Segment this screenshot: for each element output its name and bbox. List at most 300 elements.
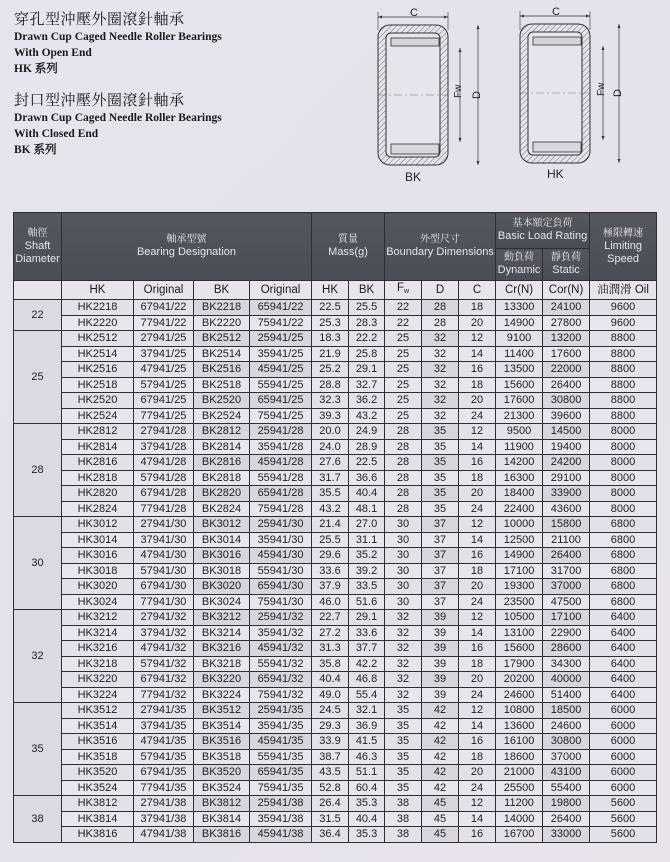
- subheader-hk: HK: [62, 281, 134, 300]
- table-row: [14, 563, 657, 579]
- mass-hk-cell: 29.6: [312, 548, 349, 564]
- mass-hk-cell: 22.5: [312, 300, 349, 316]
- header-load-cn: 基本額定負荷: [512, 218, 573, 230]
- hk-diagram: [520, 6, 624, 181]
- fw-cell: 28: [385, 470, 422, 486]
- table-row: [14, 346, 657, 362]
- hk-original-cell: 47941/38: [134, 827, 194, 843]
- d-cell: 32: [422, 408, 459, 424]
- hk-designation-cell: HK3024: [62, 594, 134, 610]
- fw-cell: 38: [385, 796, 422, 812]
- oil-speed-cell: 6800: [590, 594, 657, 610]
- mass-hk-cell: 40.4: [312, 672, 349, 688]
- mass-bk-cell: 55.4: [349, 687, 385, 703]
- hk-designation-cell: HK3020: [62, 579, 134, 595]
- cor-cell: 43100: [543, 765, 590, 781]
- bk-designation-cell: BK2218: [194, 300, 250, 316]
- mass-hk-cell: 25.3: [312, 315, 349, 331]
- hk-designation-cell: HK2820: [62, 486, 134, 502]
- table-row: [14, 625, 657, 641]
- c-cell: 24: [459, 408, 496, 424]
- hk-original-cell: 77941/35: [134, 780, 194, 796]
- c-cell: 20: [459, 393, 496, 409]
- oil-speed-cell: 6000: [590, 765, 657, 781]
- d-cell: 35: [422, 486, 459, 502]
- closed-end-series: BK 系列: [14, 144, 57, 156]
- mass-hk-cell: 18.3: [312, 331, 349, 347]
- fw-cell: 25: [385, 377, 422, 393]
- oil-speed-cell: 6000: [590, 703, 657, 719]
- c-cell: 14: [459, 625, 496, 641]
- oil-speed-cell: 5600: [590, 796, 657, 812]
- bk-original-cell: 75941/32: [250, 687, 312, 703]
- header-dynamic-en: Dynamic: [497, 264, 541, 277]
- subheader-fw: [385, 281, 422, 300]
- fw-cell: 32: [385, 625, 422, 641]
- header-shaft-cn: 軸徑: [27, 228, 48, 239]
- bk-designation-cell: BK3514: [194, 718, 250, 734]
- oil-speed-cell: 8800: [590, 362, 657, 378]
- mass-hk-cell: 28.8: [312, 377, 349, 393]
- cr-cell: 22400: [496, 501, 543, 517]
- fw-cell: 28: [385, 501, 422, 517]
- header-boundary-cn: 外型尺寸: [420, 234, 461, 246]
- table-row: [14, 517, 657, 533]
- hk-original-cell: 27941/35: [134, 703, 194, 719]
- oil-speed-cell: 6000: [590, 780, 657, 796]
- mass-bk-cell: 35.2: [349, 548, 385, 564]
- bk-designation-cell: BK2514: [194, 346, 250, 362]
- table-row: [14, 532, 657, 548]
- bk-designation-cell: BK2812: [194, 424, 250, 440]
- bk-designation-cell: BK3214: [194, 625, 250, 641]
- oil-speed-cell: 8800: [590, 377, 657, 393]
- cr-cell: 15600: [496, 641, 543, 657]
- c-cell: 16: [459, 827, 496, 843]
- mass-bk-cell: 29.1: [349, 362, 385, 378]
- table-row: [14, 749, 657, 765]
- hk-designation-cell: HK2824: [62, 501, 134, 517]
- hk-original-cell: 77941/32: [134, 687, 194, 703]
- bk-original-cell: 75941/30: [250, 594, 312, 610]
- hk-designation-cell: HK3512: [62, 703, 134, 719]
- bk-designation-cell: BK2520: [194, 393, 250, 409]
- oil-speed-cell: 6800: [590, 517, 657, 533]
- hk-dim-d: D: [612, 89, 624, 97]
- subheader-cor: Cor(N): [543, 281, 590, 300]
- hk-original-cell: 37941/28: [134, 439, 194, 455]
- bk-label: BK: [405, 170, 422, 184]
- mass-hk-cell: 31.7: [312, 470, 349, 486]
- c-cell: 14: [459, 532, 496, 548]
- cor-cell: 37000: [543, 749, 590, 765]
- cor-cell: 39600: [543, 408, 590, 424]
- subheader-mass-hk: HK: [312, 281, 349, 300]
- cr-cell: 17900: [496, 656, 543, 672]
- d-cell: 28: [422, 300, 459, 316]
- hk-original-cell: 67941/30: [134, 579, 194, 595]
- mass-hk-cell: 25.5: [312, 532, 349, 548]
- d-cell: 42: [422, 734, 459, 750]
- cor-cell: 24200: [543, 455, 590, 471]
- bk-original-cell: 35941/35: [250, 718, 312, 734]
- bk-original-cell: 75941/28: [250, 501, 312, 517]
- mass-bk-cell: 40.4: [349, 811, 385, 827]
- subheader-hk-original: Original: [134, 281, 194, 300]
- table-row: [14, 548, 657, 564]
- hk-designation-cell: HK2518: [62, 377, 134, 393]
- header-designation-cn: 軸承型號: [166, 234, 207, 246]
- fw-cell: 22: [385, 315, 422, 331]
- bk-original-cell: 25941/25: [250, 331, 312, 347]
- cor-cell: 30800: [543, 734, 590, 750]
- fw-cell: 32: [385, 687, 422, 703]
- hk-designation-cell: HK3216: [62, 641, 134, 657]
- hk-designation-cell: HK3814: [62, 811, 134, 827]
- mass-bk-cell: 28.3: [349, 315, 385, 331]
- hk-designation-cell: HK2516: [62, 362, 134, 378]
- fw-cell: 28: [385, 486, 422, 502]
- c-cell: 24: [459, 780, 496, 796]
- oil-speed-cell: 6000: [590, 734, 657, 750]
- shaft-diameter-cell: 25: [14, 331, 62, 424]
- hk-label: HK: [547, 167, 564, 181]
- cr-cell: 9100: [496, 331, 543, 347]
- bk-designation-cell: BK3012: [194, 517, 250, 533]
- cor-cell: 19800: [543, 796, 590, 812]
- c-cell: 12: [459, 517, 496, 533]
- subheader-cr: Cr(N): [496, 281, 543, 300]
- cor-cell: 29100: [543, 470, 590, 486]
- mass-bk-cell: 60.4: [349, 780, 385, 796]
- cor-cell: 27800: [543, 315, 590, 331]
- mass-hk-cell: 49.0: [312, 687, 349, 703]
- cr-cell: 13600: [496, 718, 543, 734]
- oil-speed-cell: 8000: [590, 486, 657, 502]
- hk-original-cell: 77941/28: [134, 501, 194, 517]
- header-shaft-en-1: Shaft: [24, 240, 51, 252]
- bearing-diagrams: [360, 0, 670, 200]
- c-cell: 18: [459, 300, 496, 316]
- mass-bk-cell: 39.2: [349, 563, 385, 579]
- oil-speed-cell: 6400: [590, 610, 657, 626]
- bearing-spec-table-wrap: [13, 212, 656, 843]
- d-cell: 42: [422, 749, 459, 765]
- header-mass: [312, 213, 385, 281]
- bk-original-cell: 45941/38: [250, 827, 312, 843]
- mass-hk-cell: 29.3: [312, 718, 349, 734]
- open-end-title-en: Drawn Cup Caged Needle Roller Bearings: [14, 31, 222, 43]
- hk-original-cell: 67941/22: [134, 300, 194, 316]
- header-speed-en-1: Limiting: [604, 240, 642, 252]
- subheader-c: C: [459, 281, 496, 300]
- cr-cell: 18400: [496, 486, 543, 502]
- c-cell: 18: [459, 377, 496, 393]
- fw-cell: 32: [385, 656, 422, 672]
- cr-cell: 18600: [496, 749, 543, 765]
- fw-cell: 35: [385, 734, 422, 750]
- c-cell: 12: [459, 610, 496, 626]
- shaft-diameter-cell: 38: [14, 796, 62, 843]
- table-body: [14, 300, 657, 843]
- fw-cell: 35: [385, 765, 422, 781]
- cr-cell: 14200: [496, 455, 543, 471]
- cr-cell: 20200: [496, 672, 543, 688]
- cr-cell: 14900: [496, 315, 543, 331]
- c-cell: 12: [459, 424, 496, 440]
- d-cell: 37: [422, 532, 459, 548]
- bk-original-cell: 55941/35: [250, 749, 312, 765]
- d-cell: 32: [422, 331, 459, 347]
- cr-cell: 11400: [496, 346, 543, 362]
- c-cell: 16: [459, 734, 496, 750]
- table-row: [14, 780, 657, 796]
- mass-bk-cell: 36.9: [349, 718, 385, 734]
- d-cell: 42: [422, 703, 459, 719]
- mass-hk-cell: 38.7: [312, 749, 349, 765]
- mass-bk-cell: 31.1: [349, 532, 385, 548]
- bk-original-cell: 45941/32: [250, 641, 312, 657]
- mass-bk-cell: 32.1: [349, 703, 385, 719]
- cor-cell: 19400: [543, 439, 590, 455]
- mass-hk-cell: 33.6: [312, 563, 349, 579]
- mass-hk-cell: 43.5: [312, 765, 349, 781]
- bk-designation-cell: BK2814: [194, 439, 250, 455]
- cr-cell: 14900: [496, 548, 543, 564]
- mass-bk-cell: 42.2: [349, 656, 385, 672]
- mass-hk-cell: 33.9: [312, 734, 349, 750]
- shaft-diameter-cell: 28: [14, 424, 62, 517]
- hk-designation-cell: HK2818: [62, 470, 134, 486]
- hk-original-cell: 57941/28: [134, 470, 194, 486]
- subheader-oil: 油潤滑 Oil: [590, 281, 657, 300]
- oil-speed-cell: 8800: [590, 331, 657, 347]
- bk-original-cell: 45941/25: [250, 362, 312, 378]
- d-cell: 37: [422, 517, 459, 533]
- mass-bk-cell: 41.5: [349, 734, 385, 750]
- hk-designation-cell: HK2814: [62, 439, 134, 455]
- hk-designation-cell: HK3220: [62, 672, 134, 688]
- table-row: [14, 765, 657, 781]
- cor-cell: 51400: [543, 687, 590, 703]
- fw-cell: 32: [385, 641, 422, 657]
- open-end-title-block: [14, 10, 334, 77]
- cr-cell: 14000: [496, 811, 543, 827]
- bk-original-cell: 75941/25: [250, 408, 312, 424]
- mass-hk-cell: 36.4: [312, 827, 349, 843]
- cor-cell: 28600: [543, 641, 590, 657]
- c-cell: 20: [459, 579, 496, 595]
- fw-cell: 25: [385, 346, 422, 362]
- bk-designation-cell: BK3814: [194, 811, 250, 827]
- hk-original-cell: 27941/38: [134, 796, 194, 812]
- oil-speed-cell: 6400: [590, 672, 657, 688]
- hk-original-cell: 77941/22: [134, 315, 194, 331]
- fw-cell: 35: [385, 718, 422, 734]
- c-cell: 16: [459, 455, 496, 471]
- header-static-en: Static: [552, 264, 580, 277]
- cr-cell: 21000: [496, 765, 543, 781]
- cr-cell: 17100: [496, 563, 543, 579]
- open-end-series: HK 系列: [14, 63, 58, 75]
- fw-cell: 28: [385, 424, 422, 440]
- d-cell: 39: [422, 641, 459, 657]
- bk-original-cell: 25941/28: [250, 424, 312, 440]
- cr-cell: 16700: [496, 827, 543, 843]
- cr-cell: 13500: [496, 362, 543, 378]
- cor-cell: 30800: [543, 393, 590, 409]
- c-cell: 14: [459, 718, 496, 734]
- table-row: [14, 331, 657, 347]
- cor-cell: 33900: [543, 486, 590, 502]
- hk-original-cell: 27941/32: [134, 610, 194, 626]
- cr-cell: 12500: [496, 532, 543, 548]
- subheader-bk: BK: [194, 281, 250, 300]
- c-cell: 24: [459, 687, 496, 703]
- hk-original-cell: 57941/25: [134, 377, 194, 393]
- oil-speed-cell: 6800: [590, 563, 657, 579]
- mass-hk-cell: 43.2: [312, 501, 349, 517]
- c-cell: 12: [459, 331, 496, 347]
- subheader-bk-original: Original: [250, 281, 312, 300]
- hk-designation-cell: HK3016: [62, 548, 134, 564]
- c-cell: 12: [459, 796, 496, 812]
- fw-cell: 32: [385, 610, 422, 626]
- hk-original-cell: 67941/25: [134, 393, 194, 409]
- c-cell: 14: [459, 346, 496, 362]
- d-cell: 35: [422, 470, 459, 486]
- closed-end-title-cn: 封口型沖壓外圈滾針軸承: [14, 91, 185, 109]
- hk-designation-cell: HK2514: [62, 346, 134, 362]
- fw-cell: 30: [385, 532, 422, 548]
- fw-cell: 35: [385, 780, 422, 796]
- open-end-subtitle: With Open End: [14, 47, 92, 59]
- bk-original-cell: 35941/28: [250, 439, 312, 455]
- mass-bk-cell: 51.6: [349, 594, 385, 610]
- bk-original-cell: 35941/25: [250, 346, 312, 362]
- c-cell: 16: [459, 548, 496, 564]
- oil-speed-cell: 5600: [590, 811, 657, 827]
- d-cell: 37: [422, 579, 459, 595]
- open-end-title-cn: 穿孔型沖壓外圈滾針軸承: [14, 10, 185, 28]
- cr-cell: 16100: [496, 734, 543, 750]
- bk-original-cell: 45941/30: [250, 548, 312, 564]
- mass-hk-cell: 46.0: [312, 594, 349, 610]
- table-row: [14, 656, 657, 672]
- bk-designation-cell: BK3018: [194, 563, 250, 579]
- mass-bk-cell: 35.3: [349, 827, 385, 843]
- hk-designation-cell: HK3212: [62, 610, 134, 626]
- mass-bk-cell: 27.0: [349, 517, 385, 533]
- mass-bk-cell: 22.2: [349, 331, 385, 347]
- table-row: [14, 641, 657, 657]
- table-row: [14, 501, 657, 517]
- mass-bk-cell: 25.8: [349, 346, 385, 362]
- mass-bk-cell: 43.2: [349, 408, 385, 424]
- bk-designation-cell: BK2820: [194, 486, 250, 502]
- cor-cell: 17600: [543, 346, 590, 362]
- mass-hk-cell: 25.2: [312, 362, 349, 378]
- mass-hk-cell: 26.4: [312, 796, 349, 812]
- mass-bk-cell: 33.5: [349, 579, 385, 595]
- subheader-fw-letter: F: [396, 282, 405, 294]
- subheader-shaft-blank: [14, 281, 62, 300]
- bk-original-cell: 35941/30: [250, 532, 312, 548]
- d-cell: 39: [422, 687, 459, 703]
- oil-speed-cell: 8000: [590, 455, 657, 471]
- header-basic-load-rating: [496, 213, 590, 249]
- header-static: [543, 249, 590, 281]
- hk-original-cell: 37941/38: [134, 811, 194, 827]
- header-speed-cn: 極限轉速: [603, 228, 644, 239]
- mass-bk-cell: 51.1: [349, 765, 385, 781]
- bk-designation-cell: BK3218: [194, 656, 250, 672]
- bk-designation-cell: BK2824: [194, 501, 250, 517]
- bk-original-cell: 25941/38: [250, 796, 312, 812]
- hk-designation-cell: HK3012: [62, 517, 134, 533]
- bk-designation-cell: BK2518: [194, 377, 250, 393]
- bk-designation-cell: BK3524: [194, 780, 250, 796]
- mass-bk-cell: 33.6: [349, 625, 385, 641]
- table-row: [14, 470, 657, 486]
- mass-hk-cell: 35.5: [312, 486, 349, 502]
- hk-original-cell: 77941/30: [134, 594, 194, 610]
- oil-speed-cell: 8000: [590, 424, 657, 440]
- d-cell: 37: [422, 594, 459, 610]
- table-row: [14, 486, 657, 502]
- d-cell: 32: [422, 393, 459, 409]
- mass-hk-cell: 21.9: [312, 346, 349, 362]
- cor-cell: 37000: [543, 579, 590, 595]
- bk-original-cell: 65941/22: [250, 300, 312, 316]
- bk-designation-cell: BK2816: [194, 455, 250, 471]
- bk-designation-cell: BK3020: [194, 579, 250, 595]
- table-row: [14, 455, 657, 471]
- header-shaft-en-2: Diameter: [15, 252, 60, 265]
- cr-cell: 9500: [496, 424, 543, 440]
- d-cell: 32: [422, 377, 459, 393]
- cor-cell: 33000: [543, 827, 590, 843]
- hk-original-cell: 37941/30: [134, 532, 194, 548]
- table-row: [14, 393, 657, 409]
- table-row: [14, 811, 657, 827]
- cor-cell: 26400: [543, 548, 590, 564]
- bk-designation-cell: BK3216: [194, 641, 250, 657]
- cr-cell: 10500: [496, 610, 543, 626]
- mass-hk-cell: 31.5: [312, 811, 349, 827]
- bk-designation-cell: BK3014: [194, 532, 250, 548]
- c-cell: 18: [459, 563, 496, 579]
- cor-cell: 15800: [543, 517, 590, 533]
- bk-designation-cell: BK2220: [194, 315, 250, 331]
- c-cell: 20: [459, 672, 496, 688]
- catalog-titles: [14, 10, 334, 172]
- fw-cell: 30: [385, 579, 422, 595]
- hk-designation-cell: HK3816: [62, 827, 134, 843]
- hk-dim-c: C: [552, 6, 560, 18]
- hk-designation-cell: HK2524: [62, 408, 134, 424]
- hk-original-cell: 77941/25: [134, 408, 194, 424]
- oil-speed-cell: 9600: [590, 300, 657, 316]
- hk-designation-cell: HK2512: [62, 331, 134, 347]
- table-row: [14, 687, 657, 703]
- closed-end-title-en: Drawn Cup Caged Needle Roller Bearings: [14, 112, 222, 124]
- d-cell: 45: [422, 827, 459, 843]
- bk-original-cell: 55941/32: [250, 656, 312, 672]
- mass-hk-cell: 31.3: [312, 641, 349, 657]
- hk-designation-cell: HK2520: [62, 393, 134, 409]
- bk-original-cell: 55941/30: [250, 563, 312, 579]
